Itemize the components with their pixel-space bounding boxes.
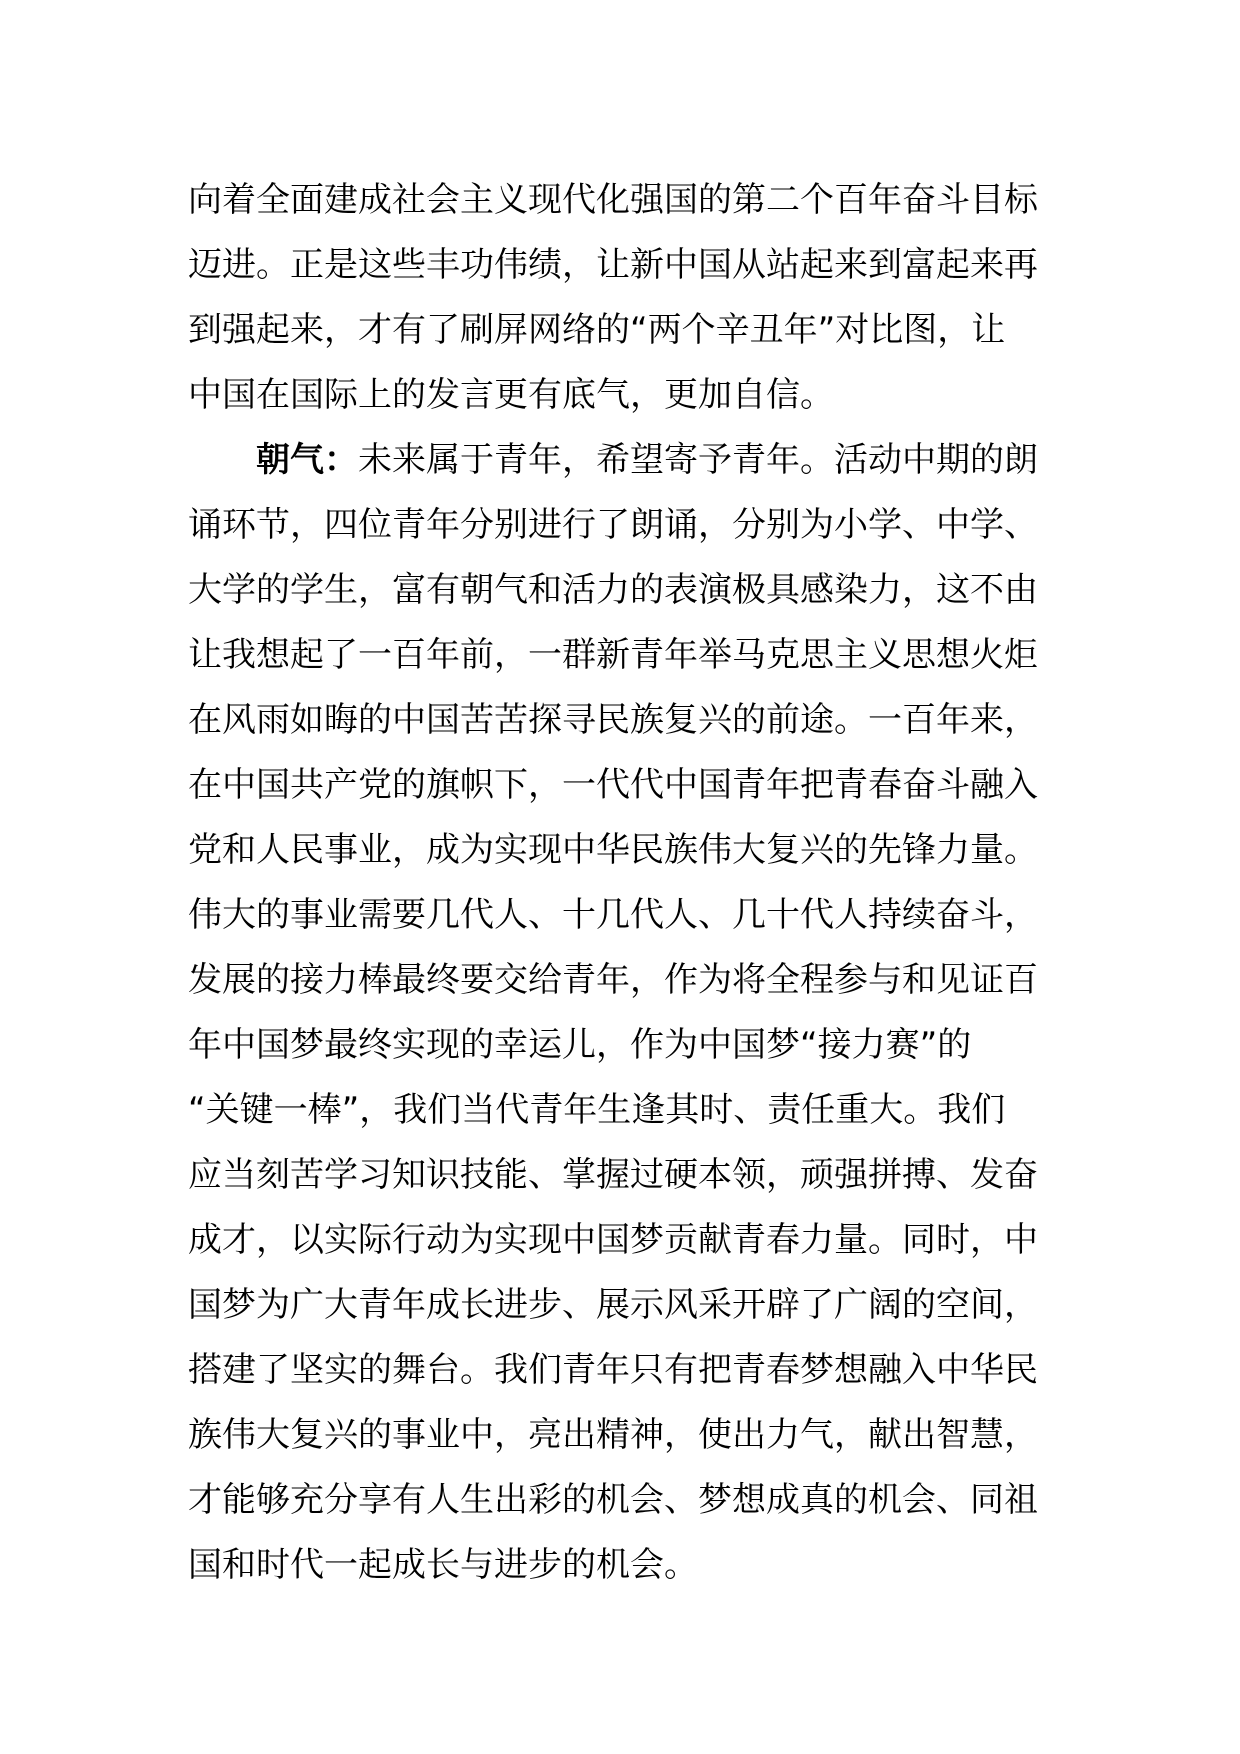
text-line: 年中国梦最终实现的幸运儿，作为中国梦“接力赛”的 (188, 1025, 972, 1065)
text-line: 族伟大复兴的事业中，亮出精神，使出力气，献出智慧， (188, 1415, 1038, 1455)
text-line: 搭建了坚实的舞台。我们青年只有把青春梦想融入中华民 (188, 1350, 1038, 1390)
text-line: 迈进。正是这些丰功伟绩，让新中国从站起来到富起来再 (188, 245, 1038, 285)
text-line: “关键一棒”，我们当代青年生逢其时、责任重大。我们 (188, 1090, 1006, 1130)
text-line: 国和时代一起成长与进步的机会。 (188, 1545, 698, 1585)
text-span: 未来属于青年，希望寄予青年。活动中期的朗 (358, 440, 1038, 480)
text-line: 成才，以实际行动为实现中国梦贡献青春力量。同时，中 (188, 1220, 1038, 1260)
text-line: 向着全面建成社会主义现代化强国的第二个百年奋斗目标 (188, 180, 1038, 220)
paragraph-zhaoqi (188, 428, 1068, 1598)
paragraph-continued (188, 168, 1068, 428)
text-line: 发展的接力棒最终要交给青年，作为将全程参与和见证百 (188, 960, 1038, 1000)
text-line: 大学的学生，富有朝气和活力的表演极具感染力，这不由 (188, 570, 1038, 610)
text-line: 在风雨如晦的中国苦苦探寻民族复兴的前途。一百年来， (188, 700, 1038, 740)
text-line: 在中国共产党的旗帜下，一代代中国青年把青春奋斗融入 (188, 765, 1038, 805)
text-line: 中国在国际上的发言更有底气，更加自信。 (188, 375, 834, 415)
text-line: 诵环节，四位青年分别进行了朗诵，分别为小学、中学、 (188, 505, 1038, 545)
text-line: 让我想起了一百年前，一群新青年举马克思主义思想火炬 (188, 635, 1038, 675)
paragraph-lead-heading: 朝气： (256, 440, 358, 480)
text-line: 国梦为广大青年成长进步、展示风采开辟了广阔的空间， (188, 1285, 1038, 1325)
text-line: 应当刻苦学习知识技能、掌握过硬本领，顽强拼搏、发奋 (188, 1155, 1038, 1195)
text-line: 才能够充分享有人生出彩的机会、梦想成真的机会、同祖 (188, 1480, 1038, 1520)
text-line: 党和人民事业，成为实现中华民族伟大复兴的先锋力量。 (188, 830, 1038, 870)
text-line: 伟大的事业需要几代人、十几代人、几十代人持续奋斗， (188, 895, 1038, 935)
body-text (188, 168, 1068, 1598)
text-line: 到强起来，才有了刷屏网络的“两个辛丑年”对比图，让 (188, 310, 1006, 350)
paragraph-first-line (188, 428, 1068, 493)
